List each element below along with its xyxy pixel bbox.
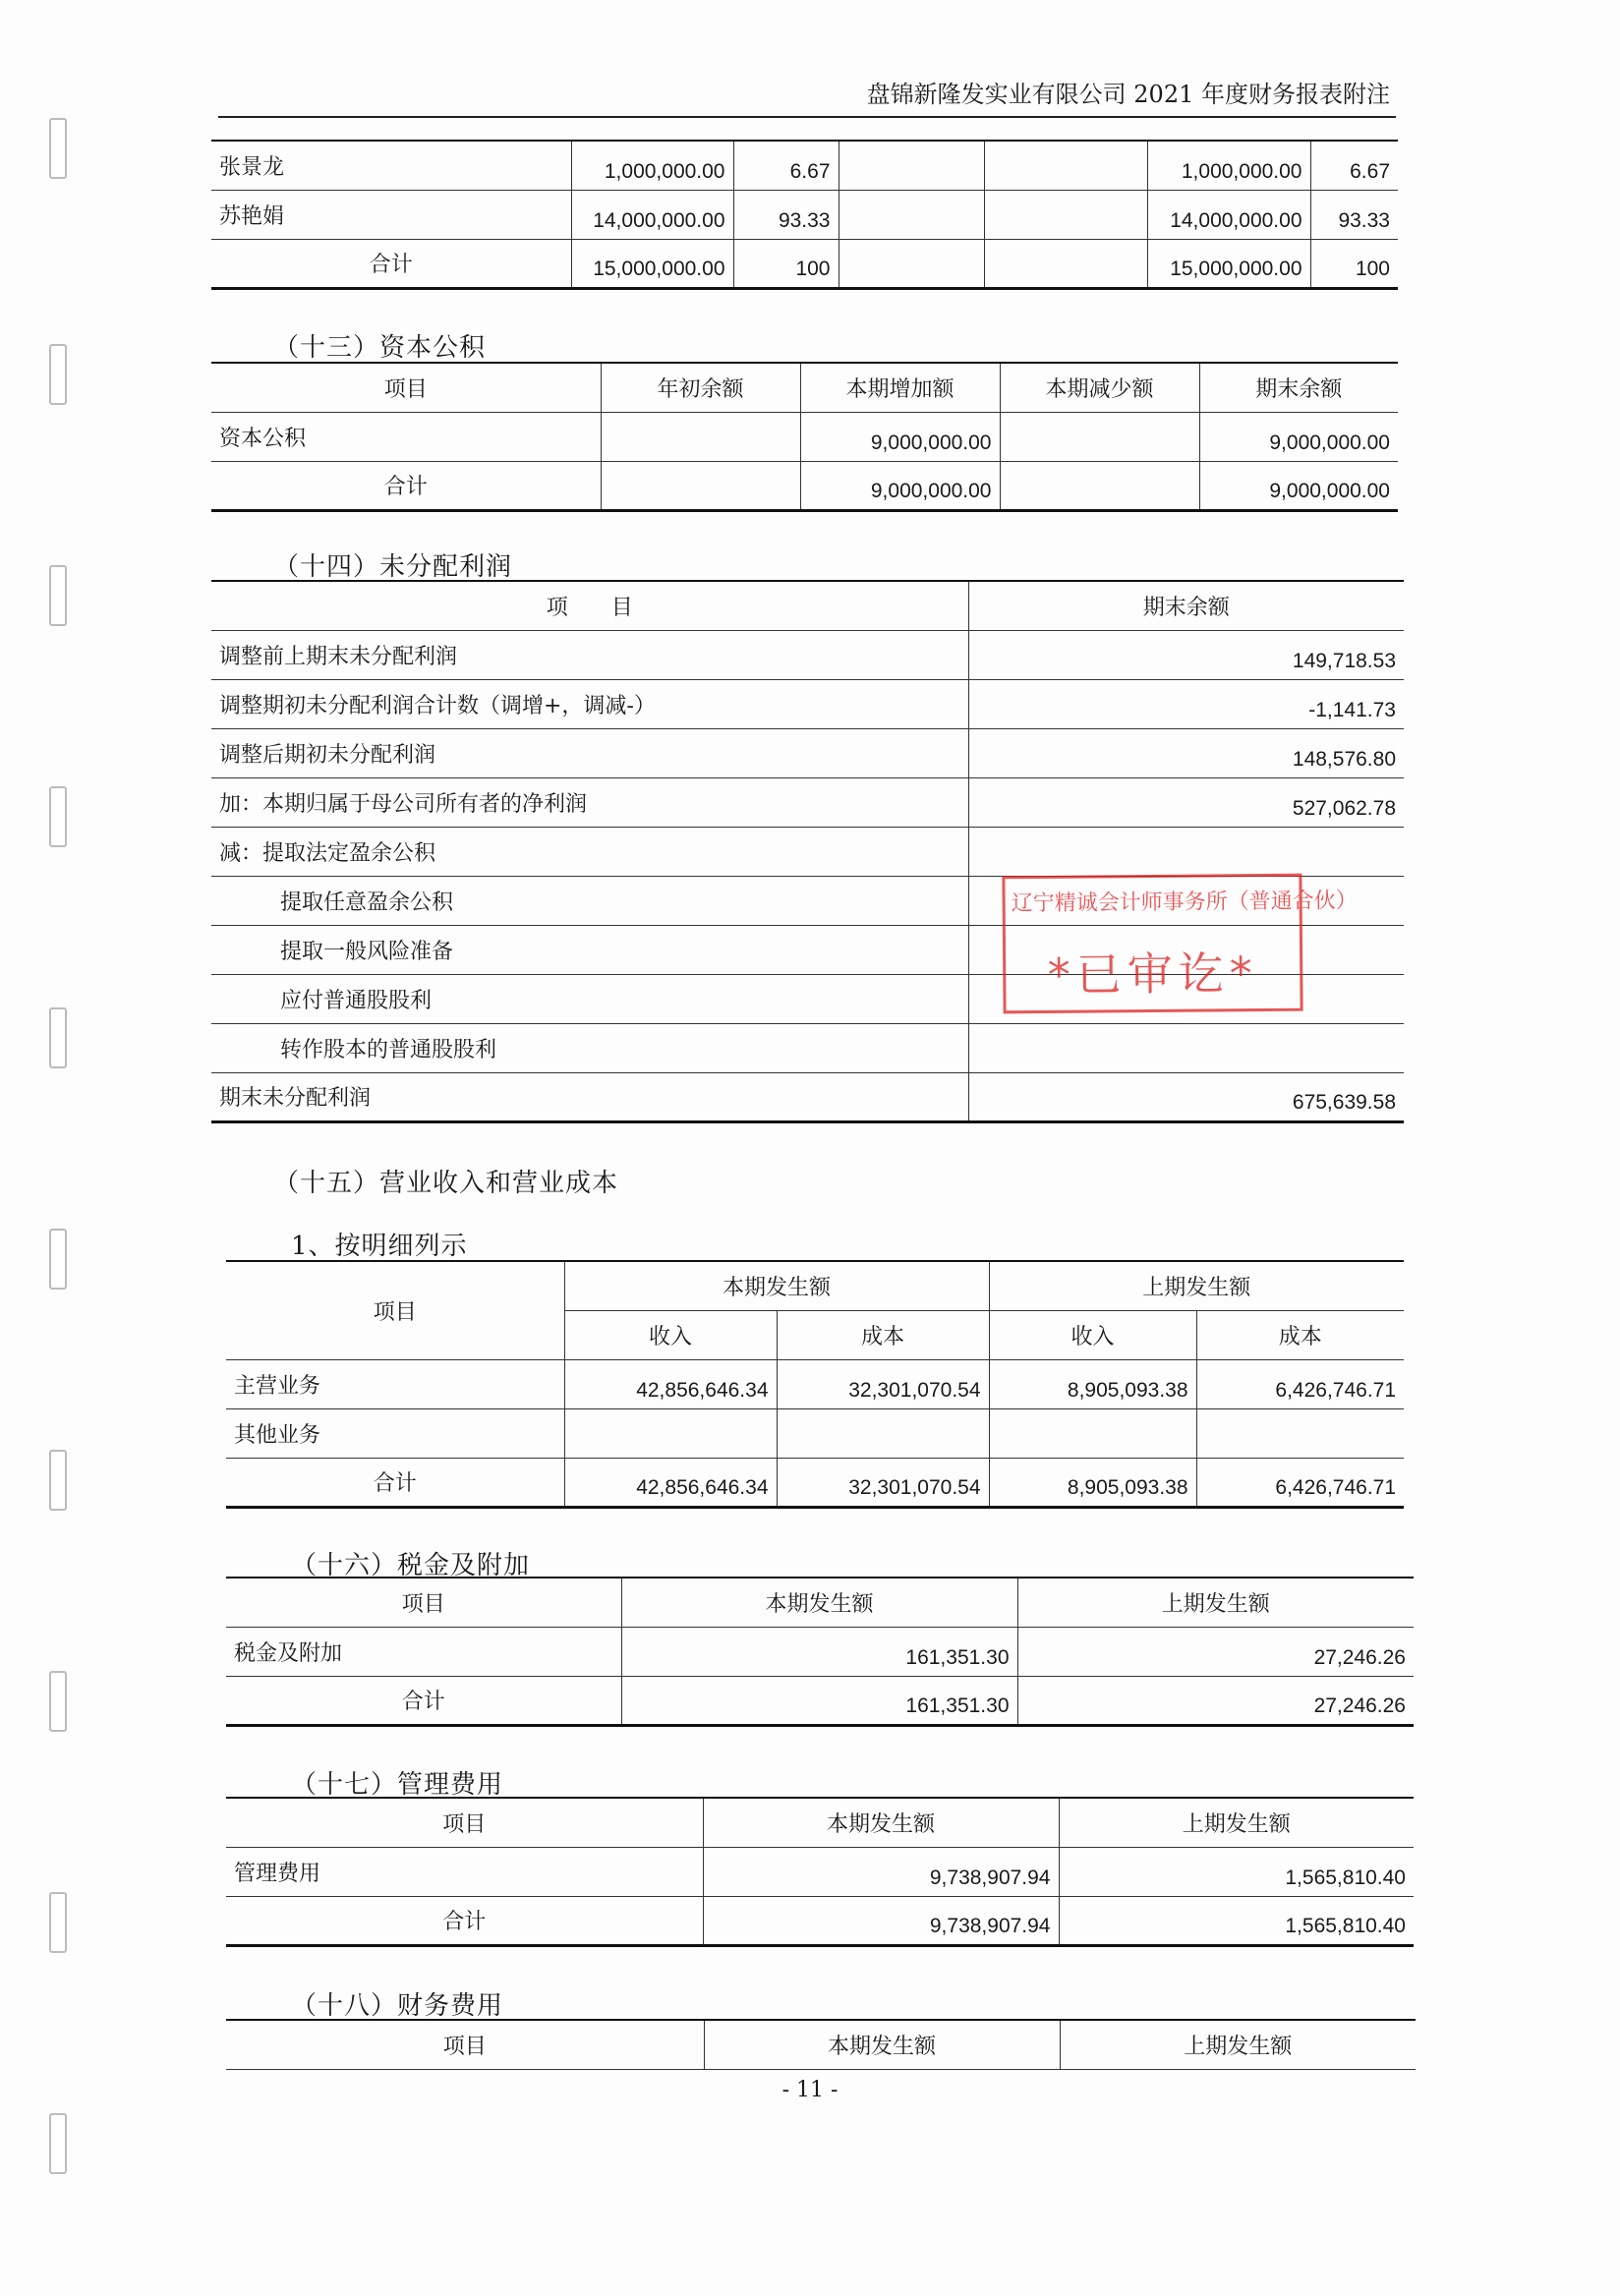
end-amount: 15,000,000.00	[1147, 239, 1310, 288]
end-pct: 100	[1310, 239, 1398, 288]
row-value	[968, 1023, 1404, 1072]
row-item: 转作股本的普通股股利	[211, 1023, 968, 1072]
row-item: 税金及附加	[226, 1627, 621, 1676]
binding-hole	[49, 1229, 67, 1290]
column-header: 成本	[1196, 1310, 1404, 1359]
column-header: 本期发生额	[704, 2020, 1060, 2069]
shareholder-name: 张景龙	[211, 141, 571, 190]
table-row	[211, 1072, 1404, 1121]
row-item: 主营业务	[226, 1359, 564, 1408]
table-header-row	[226, 1798, 1414, 1847]
decrease	[984, 239, 1147, 288]
row-item: 合计	[226, 1676, 621, 1725]
row-value: 527,062.78	[968, 777, 1404, 827]
shareholder-table	[211, 140, 1398, 290]
column-header: 项目	[226, 1261, 564, 1359]
begin-amount: 14,000,000.00	[571, 190, 733, 239]
taxes-table	[226, 1577, 1414, 1727]
binding-hole	[49, 344, 67, 405]
table-row	[211, 777, 1404, 827]
current-cost: 32,301,070.54	[777, 1359, 989, 1408]
decrease	[984, 141, 1147, 190]
column-header: 本期增加额	[800, 363, 1000, 412]
begin-amount: 1,000,000.00	[571, 141, 733, 190]
current-income	[564, 1408, 777, 1458]
table-header-row	[226, 1578, 1414, 1627]
stamp-line2: *已审讫*	[1047, 947, 1259, 1002]
decrease	[1000, 461, 1199, 510]
prior-income	[989, 1408, 1196, 1458]
row-item: 加：本期归属于母公司所有者的净利润	[211, 777, 968, 827]
table-row	[211, 630, 1404, 679]
end-pct: 6.67	[1310, 141, 1398, 190]
binding-hole	[49, 2113, 67, 2174]
finance-expense-table	[226, 2019, 1416, 2070]
row-value: 148,576.80	[968, 728, 1404, 777]
binding-hole	[49, 565, 67, 626]
current-amount: 161,351.30	[621, 1627, 1017, 1676]
table-header-row	[211, 581, 1404, 630]
end-amount: 1,000,000.00	[1147, 141, 1310, 190]
column-header: 本期发生额	[564, 1261, 989, 1310]
table-row	[211, 190, 1398, 239]
column-header: 上期发生额	[989, 1261, 1404, 1310]
admin-expense-heading: （十七）管理费用	[291, 1770, 504, 1800]
table-header-row	[226, 2020, 1416, 2069]
row-value	[968, 827, 1404, 876]
column-header: 项目	[226, 1578, 621, 1627]
binding-hole	[49, 1671, 67, 1732]
row-value: 675,639.58	[968, 1072, 1404, 1121]
row-item: 合计	[226, 1458, 564, 1507]
table-row	[226, 1847, 1414, 1896]
finance-expense-heading: （十八）财务费用	[291, 1991, 504, 2021]
table-row	[211, 1023, 1404, 1072]
page-header: 盘锦新隆发实业有限公司 2021 年度财务报表附注	[866, 81, 1390, 108]
decrease	[984, 190, 1147, 239]
binding-hole	[49, 786, 67, 847]
begin-pct: 100	[733, 239, 839, 288]
current-cost: 32,301,070.54	[777, 1458, 989, 1507]
column-header: 上期发生额	[1060, 2020, 1416, 2069]
column-header: 项目	[211, 363, 601, 412]
table-row	[211, 141, 1398, 190]
shareholder-name: 合计	[211, 239, 571, 288]
increase	[839, 190, 984, 239]
prior-amount: 27,246.26	[1017, 1627, 1414, 1676]
row-value: 149,718.53	[968, 630, 1404, 679]
table-row	[226, 1627, 1414, 1676]
revenue-subheading: 1、按明细列示	[291, 1232, 468, 1261]
prior-amount: 1,565,810.40	[1059, 1847, 1414, 1896]
table-row	[211, 239, 1398, 288]
column-header: 上期发生额	[1059, 1798, 1414, 1847]
binding-hole	[49, 118, 67, 179]
row-item: 提取任意盈余公积	[211, 876, 968, 925]
table-row	[226, 1896, 1414, 1945]
row-item: 合计	[211, 461, 601, 510]
table-row	[226, 1676, 1414, 1725]
row-item: 减：提取法定盈余公积	[211, 827, 968, 876]
row-item: 管理费用	[226, 1847, 703, 1896]
prior-amount: 27,246.26	[1017, 1676, 1414, 1725]
prior-cost	[1196, 1408, 1404, 1458]
shareholder-name: 苏艳娟	[211, 190, 571, 239]
end-pct: 93.33	[1310, 190, 1398, 239]
column-header: 上期发生额	[1017, 1578, 1414, 1627]
increase: 9,000,000.00	[800, 461, 1000, 510]
page-number: - 11 -	[781, 2078, 839, 2102]
begin-amount: 15,000,000.00	[571, 239, 733, 288]
row-item: 期末未分配利润	[211, 1072, 968, 1121]
column-header: 本期发生额	[703, 1798, 1059, 1847]
table-row	[226, 1359, 1404, 1408]
current-amount: 9,738,907.94	[703, 1896, 1059, 1945]
increase: 9,000,000.00	[800, 412, 1000, 461]
current-income: 42,856,646.34	[564, 1359, 777, 1408]
table-row	[226, 1408, 1404, 1458]
column-header: 期末余额	[968, 581, 1404, 630]
column-header: 项 目	[211, 581, 968, 630]
end-balance: 9,000,000.00	[1199, 412, 1398, 461]
begin-balance	[601, 461, 800, 510]
current-income: 42,856,646.34	[564, 1458, 777, 1507]
current-amount: 9,738,907.94	[703, 1847, 1059, 1896]
table-row	[211, 412, 1398, 461]
table-row	[226, 1458, 1404, 1507]
binding-hole	[49, 1892, 67, 1953]
column-header: 本期减少额	[1000, 363, 1199, 412]
increase	[839, 141, 984, 190]
row-item: 资本公积	[211, 412, 601, 461]
revenue-table	[226, 1260, 1404, 1509]
binding-hole	[49, 1450, 67, 1511]
prior-income: 8,905,093.38	[989, 1359, 1196, 1408]
row-item: 合计	[226, 1896, 703, 1945]
binding-hole	[49, 1007, 67, 1068]
revenue-heading: （十五）营业收入和营业成本	[273, 1169, 619, 1198]
current-cost	[777, 1408, 989, 1458]
column-header: 项目	[226, 1798, 703, 1847]
end-balance: 9,000,000.00	[1199, 461, 1398, 510]
row-item: 调整前上期末未分配利润	[211, 630, 968, 679]
column-header: 期末余额	[1199, 363, 1398, 412]
column-header: 本期发生额	[621, 1578, 1017, 1627]
begin-balance	[601, 412, 800, 461]
undistributed-profit-table	[211, 580, 1404, 1123]
undistributed-profit-heading: （十四）未分配利润	[273, 552, 513, 582]
column-header: 收入	[564, 1310, 777, 1359]
table-row	[211, 461, 1398, 510]
row-item: 提取一般风险准备	[211, 925, 968, 974]
row-value: -1,141.73	[968, 679, 1404, 728]
table-row	[211, 827, 1404, 876]
column-header: 收入	[989, 1310, 1196, 1359]
current-amount: 161,351.30	[621, 1676, 1017, 1725]
column-header: 年初余额	[601, 363, 800, 412]
stamp-line1: 辽宁精诚会计师事务所（普通合伙）	[1011, 889, 1358, 917]
row-item: 其他业务	[226, 1408, 564, 1458]
row-item: 应付普通股股利	[211, 974, 968, 1023]
increase	[839, 239, 984, 288]
end-amount: 14,000,000.00	[1147, 190, 1310, 239]
capital-reserve-heading: （十三）资本公积	[273, 333, 487, 363]
prior-amount: 1,565,810.40	[1059, 1896, 1414, 1945]
column-header: 项目	[226, 2020, 704, 2069]
header-rule	[218, 116, 1396, 118]
column-header: 成本	[777, 1310, 989, 1359]
table-header-row	[226, 1261, 1404, 1310]
table-row	[211, 679, 1404, 728]
prior-income: 8,905,093.38	[989, 1458, 1196, 1507]
begin-pct: 6.67	[733, 141, 839, 190]
prior-cost: 6,426,746.71	[1196, 1458, 1404, 1507]
admin-expense-table	[226, 1797, 1414, 1947]
begin-pct: 93.33	[733, 190, 839, 239]
prior-cost: 6,426,746.71	[1196, 1359, 1404, 1408]
table-row	[211, 728, 1404, 777]
taxes-heading: （十六）税金及附加	[291, 1551, 531, 1580]
audit-stamp	[1002, 874, 1358, 1014]
row-item: 调整期初未分配利润合计数（调增+，调减-）	[211, 679, 968, 728]
capital-reserve-table	[211, 362, 1398, 512]
table-header-row	[211, 363, 1398, 412]
decrease	[1000, 412, 1199, 461]
row-item: 调整后期初未分配利润	[211, 728, 968, 777]
